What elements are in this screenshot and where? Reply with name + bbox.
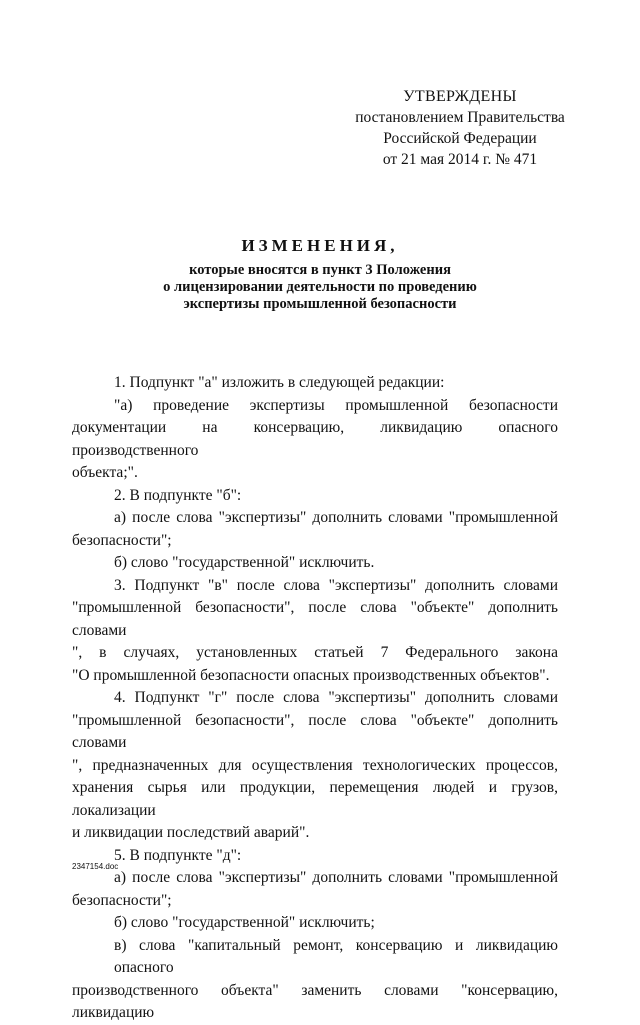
approval-stamp [340, 86, 580, 170]
body-line: а) после слова "экспертизы" дополнить словами "промышленной [114, 869, 558, 886]
body-line: "а) проведение экспертизы промышленной безопасности [114, 396, 558, 414]
body-line: в) слова "капитальный ремонт, консервацию и ликвидацию опасного [114, 936, 558, 976]
body-line: 2. В подпункте "б": [114, 486, 242, 504]
body-line: 5. В подпункте "д": [114, 846, 242, 864]
document-body [72, 372, 558, 1025]
body-line: 4. Подпункт "г" после слова "экспертизы" дополнить словами [114, 689, 558, 706]
body-line: а) после слова "экспертизы" дополнить словами "промышленной [114, 509, 558, 526]
document-subtitle [0, 262, 640, 313]
body-line: 1. Подпункт "а" изложить в следующей редакции: [114, 374, 445, 391]
body-line: б) слово "государственной" исключить; [114, 914, 375, 931]
body-line: "промышленной безопасности", после слова "объекте" дополнить словами [72, 711, 558, 751]
body-line: безопасности"; [72, 891, 172, 909]
document-title: ИЗМЕНЕНИЯ, [241, 236, 399, 255]
body-line: документации на консервацию, ликвидацию опасного производственного [72, 419, 558, 459]
body-line: объекта;". [72, 464, 138, 481]
approval-line: Российской Федерации [383, 130, 537, 147]
body-line: ", в случаях, установленных статьей 7 Федерального закона [72, 644, 558, 661]
approval-line: постановлением Правительства [355, 109, 565, 126]
subtitle-line: экспертизы промышленной безопасности [183, 296, 457, 312]
body-line: безопасности"; [72, 531, 172, 549]
subtitle-line: о лицензировании деятельности по проведению [163, 279, 477, 295]
body-line: хранения сырья или продукции, перемещения людей и грузов, локализации [72, 779, 558, 819]
body-line: 3. Подпункт "в" после слова "экспертизы" дополнить словами [114, 576, 558, 594]
body-line: "О промышленной безопасности опасных производственных объектов". [72, 666, 550, 684]
body-line: б) слово "государственной" исключить. [114, 554, 375, 571]
approval-date: от 21 мая 2014 г. № 471 [382, 151, 538, 168]
body-line: и ликвидации последствий аварий". [72, 824, 310, 841]
file-name-footer: 2347154.doc [72, 862, 119, 871]
body-line: ", предназначенных для осуществления технологических процессов, [72, 756, 558, 774]
body-line: "промышленной безопасности", после слова "объекте" дополнить словами [72, 599, 558, 639]
body-line: производственного объекта" заменить словами "консервацию, ликвидацию [72, 981, 558, 1021]
subtitle-line: которые вносятся в пункт 3 Положения [189, 262, 451, 278]
approval-head: УТВЕРЖДЕНЫ [403, 88, 517, 105]
